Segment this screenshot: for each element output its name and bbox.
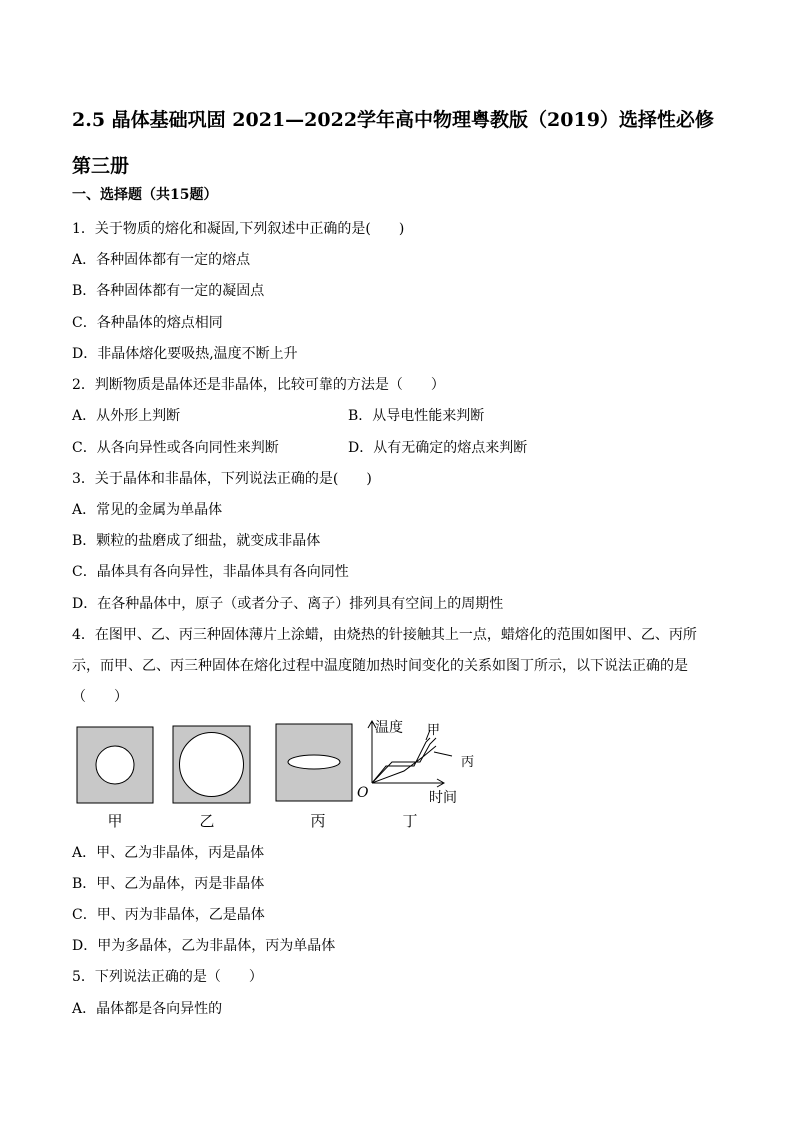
- figure-yi: [173, 726, 250, 803]
- q2-option-c: C．从各向异性或各向同性来判断: [72, 440, 279, 456]
- figure-label-ding: 丁: [402, 812, 418, 830]
- graph-curve-label-jia: 甲: [427, 723, 441, 738]
- q2-option-a: A．从外形上判断: [72, 408, 181, 424]
- figure-jia: [77, 727, 153, 803]
- q4-figure: [74, 716, 494, 836]
- figure-label-jia: 甲: [107, 812, 123, 830]
- q1-option-b: B．各种固体都有一定的凝固点: [72, 283, 265, 299]
- figure-label-bing: 丙: [310, 812, 326, 830]
- q2-option-d: D．从有无确定的熔点来判断: [348, 440, 528, 456]
- q4-option-c: C．甲、丙为非晶体，乙是晶体: [72, 907, 265, 923]
- q3-option-c: C．晶体具有各向异性，非晶体具有各向同性: [72, 564, 349, 580]
- q1-option-a: A．各种固体都有一定的熔点: [72, 252, 251, 268]
- q4-stem-line3: （ ）: [72, 689, 128, 705]
- graph-x-axis-label: 时间: [429, 790, 457, 806]
- section-heading: 一、选择题（共15题）: [72, 187, 218, 203]
- q4-option-b: B．甲、乙为晶体，丙是非晶体: [72, 876, 265, 892]
- q1-option-c: C．各种晶体的熔点相同: [72, 315, 223, 331]
- q4-option-d: D．甲为多晶体，乙为非晶体，丙为单晶体: [72, 938, 336, 954]
- q4-stem-line1: 4．在图甲、乙、丙三种固体薄片上涂蜡，由烧热的针接触其上一点，蜡熔化的范围如图甲、乙、丙所: [72, 627, 697, 643]
- q4-option-a: A．甲、乙为非晶体，丙是晶体: [72, 845, 265, 861]
- q3-stem: 3．关于晶体和非晶体，下列说法正确的是( ): [72, 471, 372, 487]
- q3-option-a: A．常见的金属为单晶体: [72, 502, 223, 518]
- graph-y-axis-label: 温度: [375, 720, 403, 736]
- figure-label-yi: 乙: [199, 812, 215, 830]
- q5-option-a: A．晶体都是各向异性的: [72, 1001, 223, 1017]
- q1-stem: 1．关于物质的熔化和凝固,下列叙述中正确的是( ): [72, 221, 405, 237]
- q2-stem: 2．判断物质是晶体还是非晶体，比较可靠的方法是（ ）: [72, 377, 445, 393]
- q1-option-d: D．非晶体熔化要吸热,温度不断上升: [72, 346, 298, 362]
- graph-origin-label: O: [357, 785, 369, 801]
- q3-option-d: D．在各种晶体中，原子（或者分子、离子）排列具有空间上的周期性: [72, 596, 504, 612]
- q3-option-b: B．颗粒的盐磨成了细盐，就变成非晶体: [72, 533, 321, 549]
- document-title: 2.5 晶体基础巩固 2021—2022学年高中物理粤教版（2019）选择性必修第三册: [72, 109, 714, 177]
- q2-option-b: B．从导电性能来判断: [348, 408, 485, 424]
- graph-curve-label-bing: 丙: [461, 755, 475, 770]
- q4-stem-line2: 示，而甲、乙、丙三种固体在熔化过程中温度随加热时间变化的关系如图丁所示，以下说法正确的是: [72, 658, 688, 674]
- figure-bing: [276, 724, 352, 801]
- q5-stem: 5．下列说法正确的是（ ）: [72, 969, 263, 985]
